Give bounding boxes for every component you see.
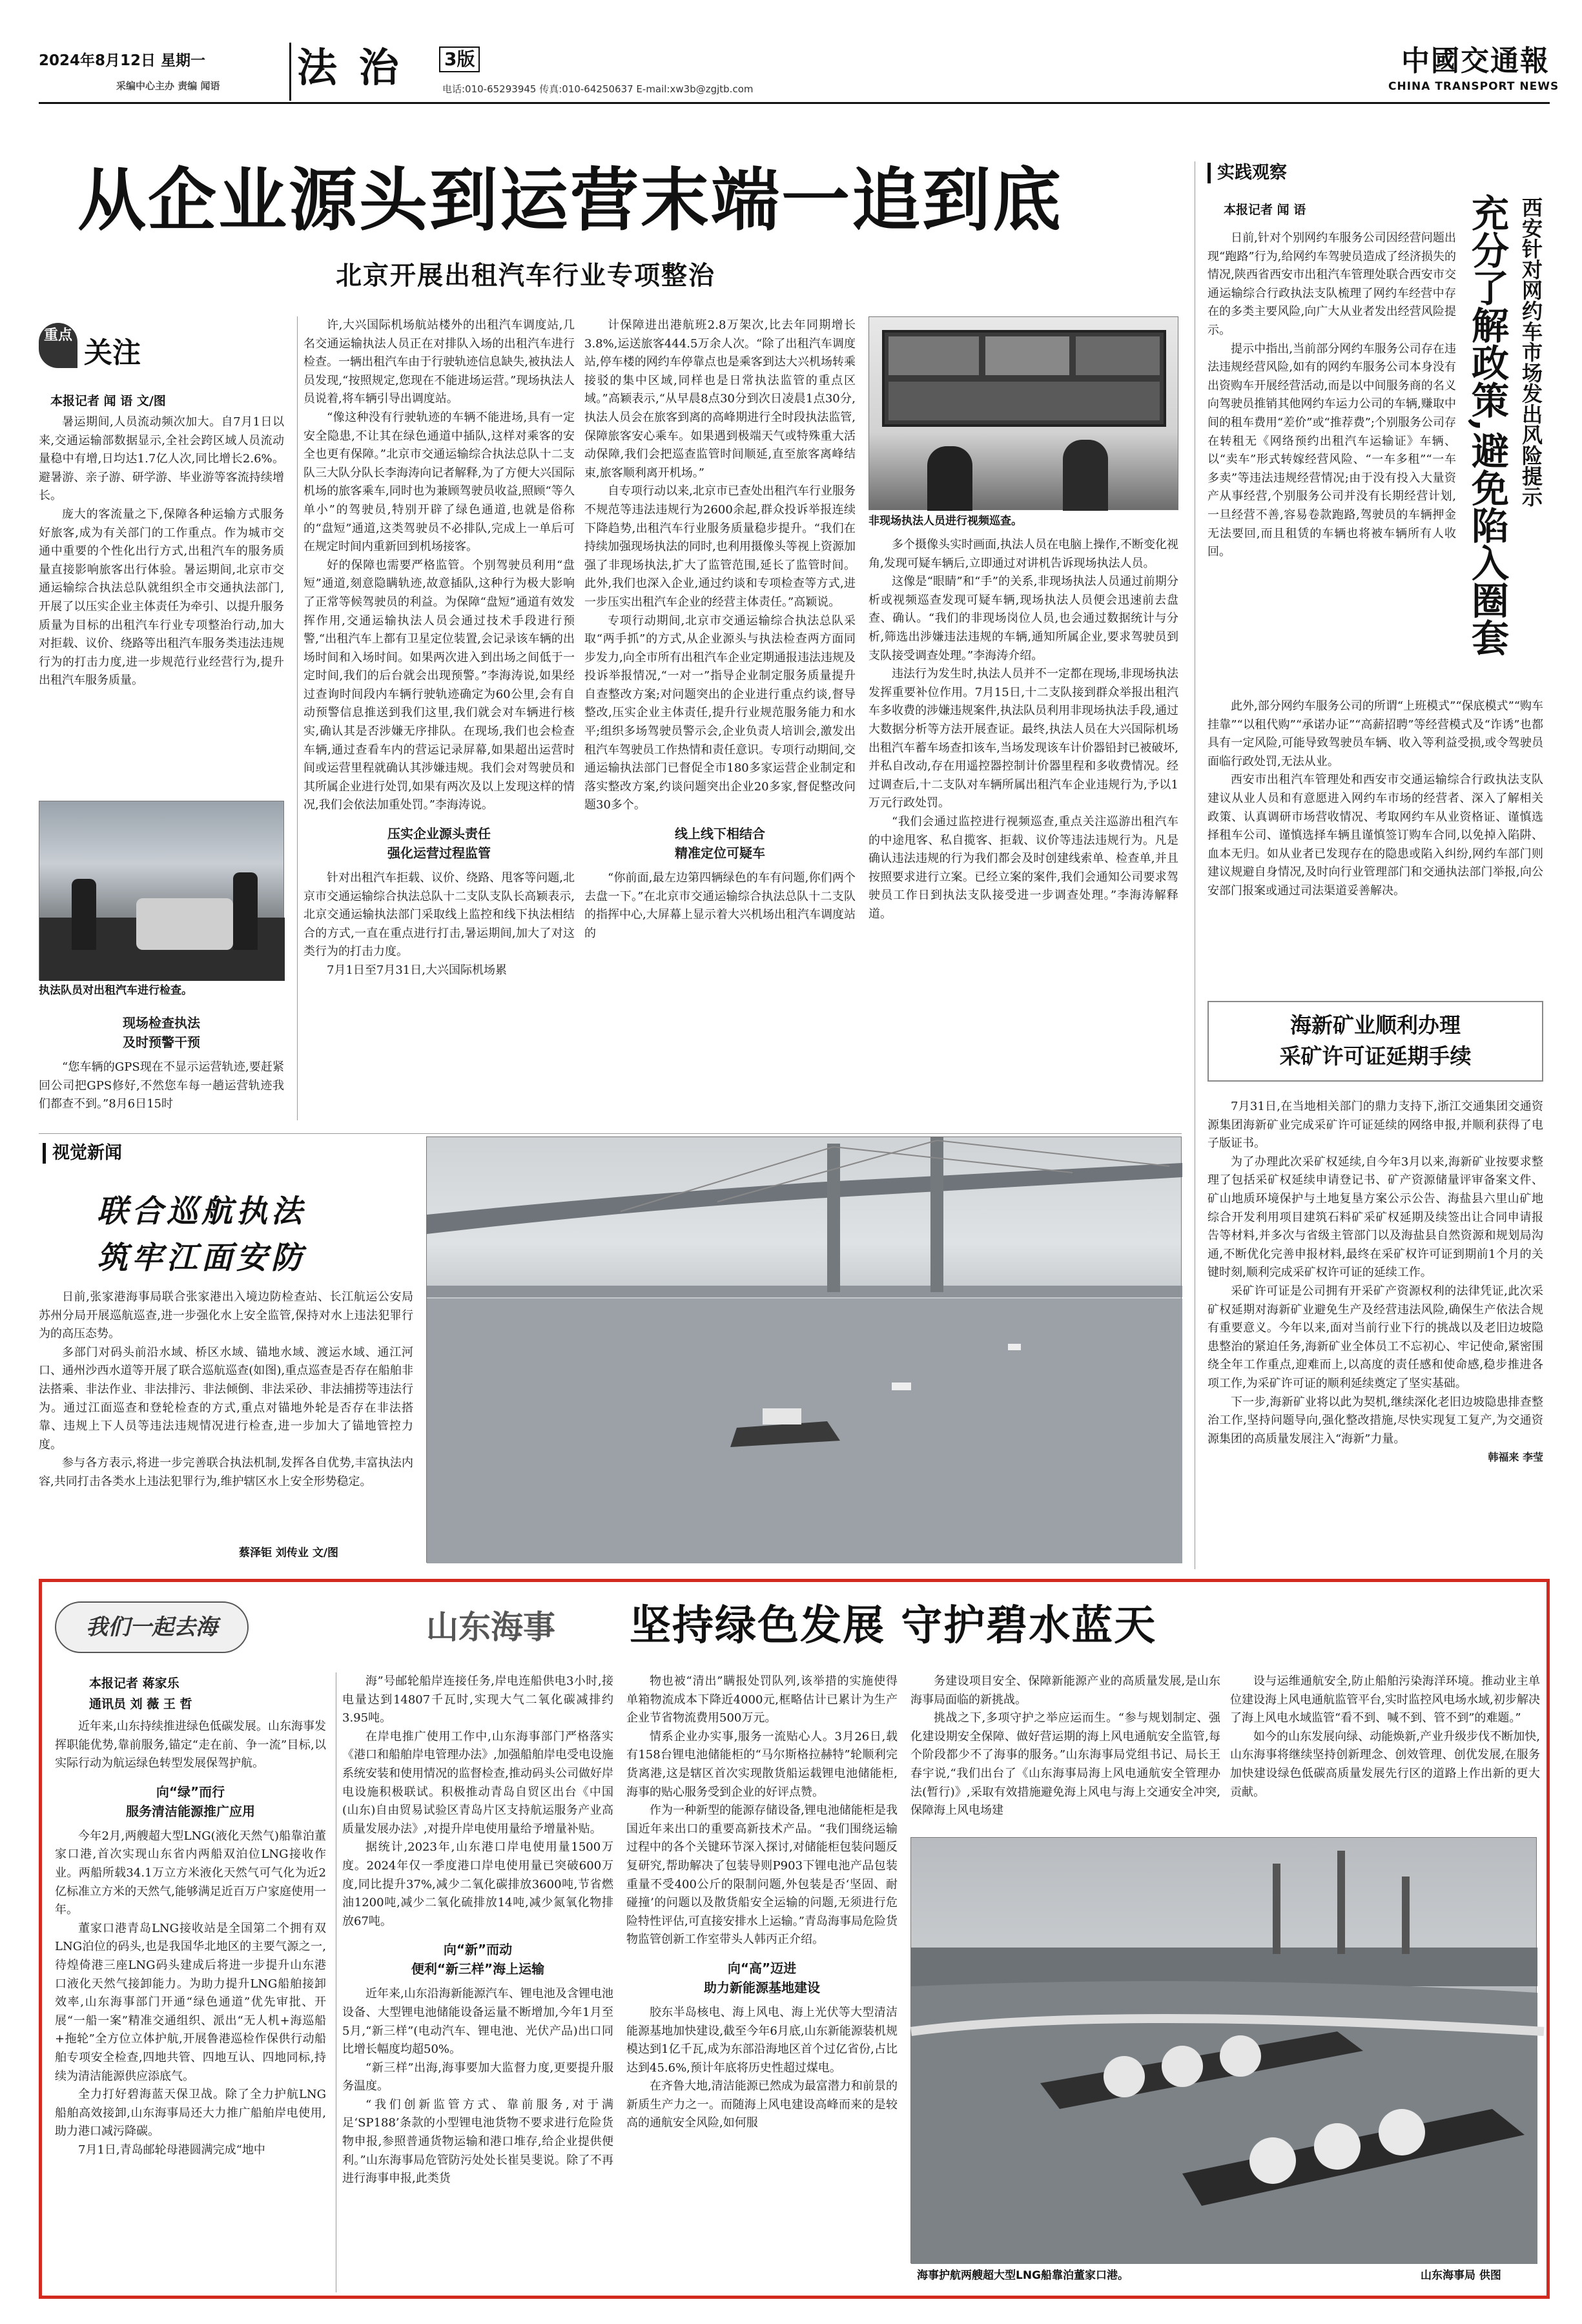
practice-col-wide [1207,697,1543,985]
paper-name-en: CHINA TRANSPORT NEWS [1388,80,1559,93]
paragraph: 下一步,海新矿业将以此为契机,继续深化老旧边坡隐患排查整治工作,坚持问题导向,强化整改措施,尽快实现复工复产,为交通资源集团的高质量发展注入“海新”力量。 [1207,1395,1543,1446]
mining-author: 韩福来 李莹 [1488,1451,1543,1464]
paragraph: 参与各方表示,将进一步完善联合执法机制,发挥各自优势,丰富执法内容,共同打击各类水上违法犯罪行为,维护辖区水上安全形势稳定。 [39,1456,413,1488]
page-number: 3版 [439,46,480,72]
shandong-col2 [342,1672,613,2292]
paper-name: 中國交通報 [1401,45,1550,77]
paragraph: 许,大兴国际机场航站楼外的出租汽车调度站,几名交通运输执法人员正在对排队入场的出租汽车进行检查。一辆出租汽车由于行驶轨迹信息缺失,被执法人员发现,“按照规定,您现在不能进场运营。”现场执法人员说着,将车辆引导出调度站。 [303,318,575,406]
column-rule [297,316,298,1120]
paragraph: 提示中指出,当前部分网约车服务公司存在违法违规经营风险,如有的网约车服务公司本身没有出资购车开展经营活动,而是以中间服务商的名义向驾驶员推销其他网约车运力公司的车辆,赚取中间的租车费用“差价”或“推荐费”;个别服务公司存在转租无《网络预约出租汽车运输证》车辆、以“卖车”形式转嫁经营风险、“一车多租”“一车多卖”等违法违规经营情况;由于没有投入大量资产从事经营,个别服务公司并没有长期经营计划,一旦经营不善,容易卷款跑路,驾驶员的车辆押金无法要回,而且租赁的车辆也将被车辆所有人收回。 [1207,342,1456,559]
paragraph: 挑战之下,多项守护之举应运而生。“参与规划制定、强化建设期安全保障、做好营运期的海上风电通航安全监管,每个阶段都少不了海事的服务。”山东海事局党组书记、局长王春宇说,“我们出台了《山东海事局海上风电通航安全管理办法(暂行)》,采取有效措施避免海上风电与海上交通安全冲突,保障海上风电场建 [910,1711,1220,1818]
editors-line: 采编中心主办 责编 闻语 [116,80,220,92]
paragraph: 7月1日至7月31日,大兴国际机场累 [327,963,507,977]
sea-column-logo [55,1601,249,1653]
paragraph: 多个摄像头实时画面,执法人员在电脑上操作,不断变化视角,发现可疑车辆后,立即通过对讲机告诉现场执法人员。 [868,538,1178,570]
subheading: 向“新”而动 便利“新三样”海上运输 [411,1942,545,1977]
masthead-divider [289,43,291,101]
practice-col-narrow [1207,229,1456,694]
paragraph: 务建设项目安全、保障新能源产业的高质量发展,是山东海事局面临的新挑战。 [910,1674,1220,1707]
paragraph: 近年来,山东沿海新能源汽车、锂电池及含锂电池设备、大型锂电池储能设备运量不断增加,今年1月至5月,“新三样”(电动汽车、锂电池、光伏产品)出口同比增长幅度均超50%。 [342,1987,613,2057]
paragraph: 设与运维通航安全,防止船舶污染海洋环境。推动业主单位建设海上风电通航监管平台,实时监控风电场水域,初步解决了海上风电水域监管“看不到、喊不到、管不到”的难题。” [1230,1674,1540,1725]
practice-label: 实践观察 [1207,163,1287,183]
paragraph: 情系企业办实事,服务一流贴心人。3月26日,载有158台锂电池储能柜的“马尔斯格拉赫特”轮顺利完货离港,这是辖区首次实现散货船运载锂电池储能柜,海事的贴心服务受到企业的好评点赞。 [626,1729,898,1799]
paragraph: 胶东半岛核电、海上风电、海上光伏等大型清洁能源基地加快建设,截至今年6月底,山东新能源装机规模达到1亿千瓦,成为东部沿海地区首个过亿省份,占比达到45.6%,预计年底将历史性超过煤电。 [626,2005,898,2075]
sea-column-logo-text: 我们一起去海 [86,1614,218,1640]
paragraph: 7月31日,在当地相关部门的鼎力支持下,浙江交通集团交通资源集团海新矿业完成采矿许可证延续的网络申报,并顺利获得了电子版证书。 [1207,1100,1543,1151]
photo-inspection [39,801,284,980]
paragraph: 好的保障也需要严格监管。个别驾驶员利用“盘短”通道,刻意隐瞒轨迹,故意插队,这种行为极大影响了正常等候驾驶员的利益。为保障“盘短”通道有效发挥作用,交通运输执法人员会通过技术手段进行预警,“出租汽车上都有卫星定位装置,会记录该车辆的出场时间和入场时间。如果两次进入到出场之间低于一定时间,我们的后台就会出现预警。”李海涛说,如果经过查询时间段内车辆行驶轨迹确定为60公里,会有自动预警信息推送到我们这里,我们就会对车辆进行核实,确认其是否涉嫌无序排队。在现场,我们也会检查车辆,通过查看车内的营运记录屏幕,如果超出运营时间或运营里程就确认其涉嫌违规。我们会对驾驶员和其所属企业进行处罚,如果有两次及以上发现这样的情况,我们会依法加重处罚。”李海涛说。 [303,558,575,812]
paragraph: 违法行为发生时,执法人员并不一定都在现场,非现场执法发挥重要补位作用。7月15日,十二支队接到群众举报出租汽车多收费的涉嫌违规案件,执法队员利用非现场执法手段,通过大数据分析等方法开展查证。最终,执法人员在大兴国际机场出租汽车蓄车场查扣该车,当场发现该车计价器铅封已被破坏,并私自改动,存在用遥控器控制计价器里程和多收费情况。经过调查后,十二支队对车辆所属出租汽车企业违规行为,予以1万元行政处罚。 [868,667,1178,810]
photo-video-patrol-caption: 非现场执法人员进行视频巡查。 [868,515,1022,528]
issue-date: 2024年8月12日 星期一 [39,52,206,69]
shandong-kicker: 山东海事 [426,1609,555,1646]
paragraph: 7月1日,青岛邮轮母港圆满完成“地中 [78,2143,265,2157]
paragraph: “像这种没有行驶轨迹的车辆不能进场,具有一定安全隐患,不让其在绿色通道中插队,这样对乘客的安全也更有保障。”北京市交通运输综合执法总队十二支队三大队分队长李海涛向记者解释,为了方便大兴国际机场的旅客乘车,同时也为兼顾驾驶员收益,照顾“等久单小”的驾驶员,特别开辟了绿色通道,也就是俗称的“盘短”通道,这类驾驶员不必排队,完成上一单后可在规定时间内重新回到机场接客。 [303,410,575,554]
photo-lng-carriers-credit: 山东海事局 供图 [1421,2269,1501,2282]
paragraph: “我们会通过监控进行视频巡查,重点关注巡游出租汽车的中途甩客、私自揽客、拒载、议价等违法违规行为。凡是确认违法违规的行为我们都会及时创建线索单、检查单,并且按照要求进行立案。已经立案的案件,我们会通知公司要求驾驶员工作日到执法支队接受进一步调查处理。”李海涛解释道。 [868,814,1178,921]
section-rule [39,1133,1182,1134]
paragraph: 今年2月,两艘超大型LNG(液化天然气)船靠泊董家口港,首次实现山东省内两船双泊位LNG接收作业。两船所载34.1万立方米液化天然气可气化为近2亿标准立方米的天然气,能够满足近百万户家庭使用一年。 [55,1829,326,1917]
paragraph: 针对出租汽车拒载、议价、绕路、甩客等问题,北京市交通运输综合执法总队十二支队支队长高颖表示,北京交通运输执法部门采取线上监控和线下执法相结合的方式,一直在重点进行打击,暑运期间,加大了对这类行为的打击力度。 [303,871,575,959]
masthead-rule [39,102,1550,104]
practice-headline: 充分了解政策,避免陷入圈套 [1465,194,1509,657]
photo-video-patrol [868,316,1178,510]
port-illustration [911,1838,1537,2264]
paragraph: 物也被“清出”瞒报处罚队列,该举措的实施使得单箱物流成本下降近4000元,框略估计已累计为生产企业节省物流费用500万元。 [626,1674,898,1725]
subheading: 向“高”迈进 助力新能源基地建设 [704,1960,820,1995]
lead-headline: 从企业源头到运营末端一追到底 [77,159,1063,240]
paragraph: 在齐鲁大地,清洁能源已然成为最富潜力和前景的新质生产力之一。而随海上风电建设高峰而来的是较高的通航安全风险,如何服 [626,2079,898,2130]
shandong-col5 [1230,1672,1540,1827]
paragraph: 多部门对码头前沿水域、桥区水域、锚地水域、渡运水域、通江河口、通州沙西水道等开展了联合巡航巡查(如图),重点巡查是否存在船舶非法搭乘、非法作业、非法排污、非法倾倒、非法采砂、非法捕捞等违法行为。通过江面巡查和登轮检查的方式,重点对锚地外轮是否存在非法搭靠、违规上下人员等违法违规情况进行检查,进一步加大了锚地管控力度。 [39,1345,413,1452]
paragraph: 海”号邮轮船岸连接任务,岸电连船供电3小时,接电量达到14807千瓦时,实现大气二氧化碳减排约3.95吨。 [342,1674,613,1725]
paragraph: 在岸电推广使用工作中,山东海事部门严格落实《港口和船舶岸电管理办法》,加强船舶岸电受电设施系统安装和使用情况的监督检查,推动码头公司做好岸电设施积极联试。积极推动青岛自贸区出台《中国(山东)自由贸易试验区青岛片区支持航运服务产业高质量发展办法》,对提升岸电使用量给予增量补贴。 [342,1729,613,1836]
lead-col3 [584,316,856,1120]
paragraph: 近年来,山东持续推进绿色低碳发展。山东海事发挥职能优势,靠前服务,锚定“走在前、争一流”目标,以实际行动为航运绿色转型发展保驾护航。 [55,1720,326,1771]
paragraph: 作为一种新型的能源存储设备,锂电池储能柜是我国近年来出口的重要高新技术产品。“我们围绕运输过程中的各个关键环节深入探讨,对储能柜包装问题反复研究,帮助解决了包装导则P903下锂电池产品包装重量不受400公斤的限制问题,外包装是否‘坚固、耐碰撞’的问题以及散货船安全运输的问题,无须进行危险特性评估,可直接安排水上运输。”青岛海事局危险货物监管创新工作室带头人韩丙正介绍。 [626,1804,898,1947]
paragraph: “你前面,最左边第四辆绿色的车有问题,你们两个去盘一下。”在北京市交通运输综合执法总队十二支队的指挥中心,大屏幕上显示着大兴机场出租汽车调度站的 [584,871,856,940]
photo-inspection-caption: 执法队员对出租汽车进行检查。 [39,984,192,997]
photo-river-patrol [426,1136,1182,1563]
shandong-col3 [626,1672,898,2292]
lead-col1-top [39,413,284,688]
paragraph: 暑运期间,人员流动频次加大。自7月1日以来,交通运输部数据显示,全社会跨区域人员流动量稳中有增,日均达1.7亿人次,同比增长2.6%。避暑游、亲子游、研学游、毕业游等客流持续增长。 [39,415,284,503]
paragraph: “我们创新监管方式、靠前服务,对于满足‘SP188’条款的小型锂电池货物不要求进行危险货物申报,参照普通货物运输和港口堆存,给企业提供便利。”山东海事局危管防污处处长崔昊斐说。除了不再进行海事申报,此类货 [342,2097,613,2186]
mining-body [1207,1098,1543,1569]
lead-byline: 本报记者 闻 语 文/图 [50,394,166,408]
shandong-col4 [910,1672,1220,1827]
paragraph: 庞大的客流量之下,保障各种运输方式服务好旅客,成为有关部门的工作重点。作为城市交通中重要的个性化出行方式,出租汽车的服务质量直接影响旅客出行体验。暑运期间,北京市交通运输综合执法总队就组织全市交通执法部门,开展了以压实企业主体责任为牵引、以提升服务质量为目标的出租汽车行业专项整治行动,加大对拒载、议价、绕路等出租汽车服务类违法违规行为的打击力度,进一步规范行业经营行为,提升出租汽车服务质量。 [39,507,284,688]
mining-headline: 海新矿业顺利办理 采矿许可证延期手续 [1279,1013,1472,1069]
focus-tag [39,323,194,375]
bridge-illustration [427,1137,1182,1563]
shandong-col1 [55,1718,326,2292]
paragraph: 此外,部分网约车服务公司的所谓“上班模式”“保底模式”“购车挂靠”“以租代购”“承诺办证”“高薪招聘”等经营模式及“诈诱”也都具有一定风险,可能导致驾驶员车辆、收入等利益受损,或令驾驶员面临行政处罚,无法从业。 [1207,699,1543,768]
subheading: 向“绿”而行 服务清洁能源推广应用 [126,1784,255,1819]
paragraph: 董家口港青岛LNG接收站是全国第二个拥有双LNG泊位的码头,也是我国华北地区的主要气源之一,待煌倚港三座LNG码头建成后将进一步提升山东港口液化天然气接卸能力。为助力提升LNG船舶接卸效率,山东海事部门开通“绿色通道”优先审批、开展“一船一案”精准交通组织、派出“无人机+海巡船+拖轮”全方位立体护航,开展鲁港巡检作保供行动船舶专项安全检查,四地共管、四地互认、四地同标,持续为清洁能源供应添底气。 [55,1921,326,2083]
photo-lng-carriers-caption: 海事护航两艘超大型LNG船靠泊董家口港。 [917,2269,1129,2282]
visual-body [39,1288,413,1514]
focus-tag-badge: 重点 [39,323,77,368]
paragraph: 为了办理此次采矿权延续,自今年3月以来,海新矿业按要求整理了包括采矿权延续申请登记书、矿产资源储量评审备案文件、矿山地质环境保护与土地复垦方案公示公告、海盐县六里山矿地综合开发利用项目建筑石料矿采矿权延期及续签出让合同申请报告等材料,并多次与省级主管部门以及海盐县自然资源和规划局沟通,不断优化完善申报材料,最终在采矿权许可证到期前1个月的关键时刻,顺利完成采矿权许可证的延续工作。 [1207,1155,1543,1280]
paragraph: 日前,针对个别网约车服务公司因经营问题出现“跑路”行为,给网约车驾驶员造成了经济损失的情况,陕西省西安市出租汽车管理处联合西安市交通运输综合行政执法支队梳理了网约车经营中存在的多类主要风险,向广大从业者发出经营风险提示。 [1207,231,1456,337]
paragraph: 据统计,2023年,山东港口岸电使用量1500万度。2024年仅一季度港口岸电使用量已突破600万度,同比提升37%,减少二氧化碳排放3600吨,节省燃油1200吨,减少二氧化硫排放14吨,减少氮氧化物排放67吨。 [342,1840,613,1928]
practice-kicker: 西安针对网约车市场发出风险提示 [1519,197,1543,507]
visual-author: 蔡泽钜 刘传业 文/图 [239,1547,339,1559]
photo-lng-carriers [910,1837,1537,2263]
lead-col1-bottom [39,1004,284,1120]
paragraph: 全力打好碧海蓝天保卫战。除了全力护航LNG船舶高效接卸,山东海事局还大力推广船舶岸电使用,助力港口减污降碳。 [55,2088,326,2139]
paragraph: 日前,张家港海事局联合张家港出入境边防检查站、长江航运公安局苏州分局开展巡航巡查,进一步强化水上安全监管,保持对水上违法犯罪行为的高压态势。 [39,1290,413,1341]
paragraph: 计保障进出港航班2.8万架次,比去年同期增长3.8%,运送旅客444.5万余人次。“除了出租汽车调度站,停车楼的网约车停靠点也是乘客到达大兴机场转乘接驳的集中区域,同样也是日常执法监管的重点区域。”高颖表示,“从早晨8点30分到次日凌晨1点30分,执法人员会在旅客到离的高峰期进行全时段执法监管,保障旅客安心乘车。如果遇到极端天气或特殊重大活动保障,我们会把巡查监管时间顺延,直至旅客离峰结束,旅客顺利离开机场。” [584,318,856,480]
paragraph: 这像是“眼睛”和“手”的关系,非现场执法人员通过前期分析或视频巡查发现可疑车辆,现场执法人员便会迅速前去盘查、确认。“我们的非现场岗位人员,也会通过数据统计与分析,筛选出涉嫌违法违规的车辆,通知所属企业,要求驾驶员到支队接受调查处理。”李海涛介绍。 [868,575,1178,663]
lead-col2 [303,316,575,1120]
paragraph: “您车辆的GPS现在不显示运营轨迹,要赶紧回公司把GPS修好,不然您车每一趟运营轨迹我们都查不到。”8月6日15时 [39,1060,284,1111]
paragraph: 西安市出租汽车管理处和西安市交通运输综合行政执法支队建议从业人员和有意愿进入网约车市场的经营者、深入了解相关政策、认真调研市场营收情况、考取网约车从业资格证、谨慎选择租车公司、谨慎选择车辆且谨慎签订购车合同,以免掉入陷阱、血本无归。如从业者已发现存在的隐患或陷入纠纷,网约车部门则建议规避自身情况,及时向行业管理部门和交通执法部门举报,向公安部门报案或通过司法渠道妥善解决。 [1207,773,1543,898]
section-title: 法 治 [297,44,403,91]
lead-col4 [868,536,1178,1120]
mining-headline-box [1207,1001,1543,1082]
shandong-byline-correspondent: 通讯员 刘 薇 王 哲 [89,1697,192,1711]
shandong-headline: 坚持绿色发展 守护碧水蓝天 [630,1602,1157,1650]
paragraph: 采矿许可证是公司拥有开采矿产资源权利的法律凭证,此次采矿权延期对海新矿业避免生产及经营违法风险,确保生产依法合规有重要意义。今年以来,面对当前行业下行的挑战以及老旧边坡隐患整治的紧迫任务,海新矿业全体员工不忘初心、牢记使命,紧密围绕全年工作重点,迎难而上,以高度的责任感和使命感,稳步推进各项工作,为采矿许可证的顺利延续奠定了坚实基础。 [1207,1284,1543,1390]
focus-tag-label: 关注 [84,336,141,369]
subheading: 压实企业源头责任 强化运营过程监管 [387,826,491,861]
shandong-byline-reporter: 本报记者 蒋家乐 [89,1676,180,1691]
paragraph: 自专项行动以来,北京市已查处出租汽车行业服务不规范等违法违规行为2600余起,群众投诉举报连续下降趋势,出租汽车行业服务质量稳步提升。“我们在持续加强现场执法的同时,也利用摄像头等视上资源加强了非现场执法,扩大了监管范围,延长了监管时间。此外,我们也深入企业,通过约谈和专项检查等方式,进一步压实出租汽车企业的经营主体责任。”高颖说。 [584,484,856,609]
visual-news-label: 视觉新闻 [43,1143,122,1164]
paragraph: 如今的山东发展向绿、动能焕新,产业升级步伐不断加快,山东海事将继续坚持创新理念、创效管理、创优发展,在服务加快建设绿色低碳高质量发展先行区的道路上作出新的更大贡献。 [1230,1729,1540,1799]
subheading: 线上线下相结合 精准定位可疑车 [675,826,765,861]
lead-subheadline: 北京开展出租汽车行业专项整治 [336,261,715,291]
paragraph: 专项行动期间,北京市交通运输综合执法总队采取“两手抓”的方式,从企业源头与执法检查两方面同步发力,向全市所有出租汽车企业定期通报违法违规及投诉举报情况,“一对一”指导企业制定服务质量提升自查整改方案;对问题突出的企业进行重点约谈,督导整改,压实企业主体责任,提升行业规范服务能力和水平;组织多场驾驶员警示会,企业负责人培训会,激发出租汽车驾驶员工作热情和责任意识。专项行动期间,交通运输执法部门已督促全市180多家运营企业制定和落实整改方案,约谈问题突出企业20多家,督促整改问题30多个。 [584,613,856,812]
visual-headline: 联合巡航执法 筑牢江面安防 [97,1193,307,1276]
paragraph: “新三样”出海,海事要加大监督力度,更要提升服务温度。 [342,2061,613,2093]
practice-byline: 本报记者 闻 语 [1224,203,1306,217]
subheading: 现场检查执法 及时预警干预 [123,1015,200,1050]
contact-line: 电话:010-65293945 传真:010-64250637 E-mail:xw3b@zgjtb.com [442,83,754,95]
